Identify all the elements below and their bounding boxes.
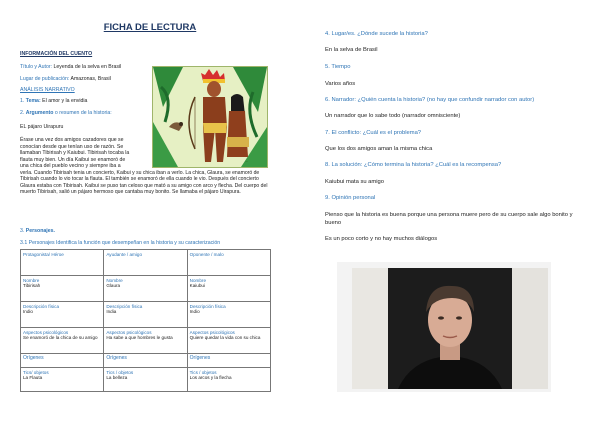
cell-value: Tibirisah [23,283,41,289]
answer-6: Un narrador que lo sabe todo (narrador omnisciente) [325,113,461,119]
table-row-psico [21,328,271,354]
personajes-subheading: 3.1 Personajes Identifica la función que desempeñan en la historia y su caracterización [20,240,221,246]
question-9: 9. Opinión personal [325,195,376,201]
cell-label: Tics / objetos [106,369,134,375]
answer-9b: Es un poco corto y no hay muchos diálogos [325,236,438,242]
cell-label: Descripción física [23,303,59,309]
table-cell [187,328,270,354]
cell-value: La belleza [106,375,128,381]
cell-value: La Flauta [23,375,43,381]
table-row-tics [21,368,271,392]
answer-9: Pienso que la historia es buena porque una persona muere pero de su cuerpo sale algo bonito y bueno [325,212,573,226]
answer-7: Que los dos amigos aman la misma chica [325,146,433,152]
webcam-person-image [352,268,548,389]
cell-label: Aspectos psicológicos [189,329,235,335]
personajes-number: 3. [20,228,25,234]
personajes-label: Personajes. [25,228,55,234]
info-heading: INFORMACIÓN DEL CUENTO [20,51,93,57]
cell-label: Orígenes [106,354,127,361]
table-row-fisica [21,302,271,328]
table-cell [187,302,270,328]
story-line-4: flauta muy bien. Un día Kaibui se enamoró de [20,156,126,163]
story-line-1: Érase una vez dos amigos cazadores que se [20,137,124,143]
header-label: Oponente / malo [189,251,224,257]
cell-label: Orígenes [23,354,44,361]
table-cell [104,302,187,328]
cell-label: Tics/ objetos [23,369,49,375]
cell-value: Se enamoró de la chica de su amigo [23,335,98,341]
cell-label: Descripción física [106,303,143,309]
table-cell [187,276,270,302]
table-cell [21,276,104,302]
cell-value: Los arcos y la flecha [189,375,232,381]
story-line-3: llamaban Tibirisah y Kaiubui. Tibirisah tocaba la [20,150,130,156]
answer-4: En la selva de Brasil [325,47,378,53]
cell-label: Nombre [189,277,206,283]
cell-label: Descripción física [189,303,226,309]
header-label: Protagonista/ Héroe [23,251,64,257]
story-illustration [152,66,268,168]
title-author-label: Título y Autor: [20,64,53,70]
question-8: 8. La solución: ¿Cómo termina la historia? ¿Cuál es la recompensa? [325,162,502,168]
cell-label: Nombre [106,277,123,283]
cell-label: Orígenes [189,354,211,361]
tema-number: 1. [20,98,25,104]
title-author-row [20,64,121,70]
tema-label: Tema: [25,98,41,104]
title-author-value: Leyenda de la selva en Brasil [53,64,122,70]
svg-text:~: ~ [245,160,248,165]
question-6: 6. Narrador: ¿Quién cuenta la historia? (no hay que confundir narrador con autor) [325,97,535,103]
table-cell [21,328,104,354]
question-7: 7. El conflicto: ¿Cuál es el problema? [325,130,422,136]
pub-place-label: Lugar de publicación: [20,76,70,82]
answer-5: Varios años [325,81,356,87]
cell-label: Aspectos psicológicos [106,329,152,335]
header-ayudante [104,250,187,276]
cell-label: Nombre [23,277,40,283]
tema-value: El amor y la envidia [42,98,88,104]
table-cell [104,328,187,354]
cell-label: Tics / objetos [189,369,217,375]
argumento-row [20,110,112,116]
pub-place-value: Amazonas, Brasil [70,76,111,82]
answer-8: Kaiubui mata su amigo [325,179,384,185]
story-line-2: conocían desde que tenían uso de razón. Se [20,143,124,150]
table-cell [21,368,104,392]
characters-table [20,249,271,392]
story-title: EL pájaro Uirapuru [20,124,64,130]
table-row-nombre [21,276,271,302]
cell-value: Kaiubui [189,283,205,289]
document-title: FICHA DE LECTURA [103,22,197,33]
header-label: Ayudante / amigo [106,251,142,257]
table-row-origenes [21,354,271,368]
table-cell [104,354,187,368]
cell-value: Quiere quedar la vida con su chica [189,335,261,341]
argumento-number: 2. [20,110,25,116]
table-cell [21,354,104,368]
table-cell [104,368,187,392]
tema-row [20,98,87,104]
cell-label: Aspectos psicológicos [23,329,69,335]
table-header-row [21,250,271,276]
table-cell [187,368,270,392]
table-cell [21,302,104,328]
argumento-rest: o resumen de la historia: [54,110,112,116]
analysis-heading: ANÁLISIS NARRATIVO [20,87,75,93]
header-protagonista [21,250,104,276]
table-cell [104,276,187,302]
header-oponente [187,250,270,276]
cell-value: Indio [189,309,200,315]
argumento-label: Argumento [25,110,54,116]
question-4: 4. Lugar/es. ¿Dónde sucede la historia? [325,31,428,37]
story-paragraph: verla. Cuando Tibirisah tenia un concierto, Kaibui y su chica iban a verlo. La chica, Glaura, se enamoró de Tibirisah cuando lo vio tocar la flauta. El también se enamoró de ella cuando le vio. Después del concierto Glaura estaba con Tibirisah. Kaibui se puso tan celoso que mató a su amigo con arco y flecha. Del cuerpo del muerto Tibirisah, salió un pájaro hermoso que cantaba muy bonito. Se llamaba el pájaro Uirapura. [20,169,268,195]
table-cell [187,354,270,368]
webcam-video[interactable] [352,268,548,389]
story-line-5: una chica del pueblo vecino y siempre iba a [20,163,121,169]
personajes-row [20,228,55,234]
cell-value: Ha sabe a que hombres le gusta [106,335,173,341]
question-5: 5. Tiempo [325,64,351,70]
cell-value: India [106,309,117,315]
cell-value: Indio [23,309,33,315]
cell-value: Glaura [106,283,121,289]
publication-row [20,76,111,82]
